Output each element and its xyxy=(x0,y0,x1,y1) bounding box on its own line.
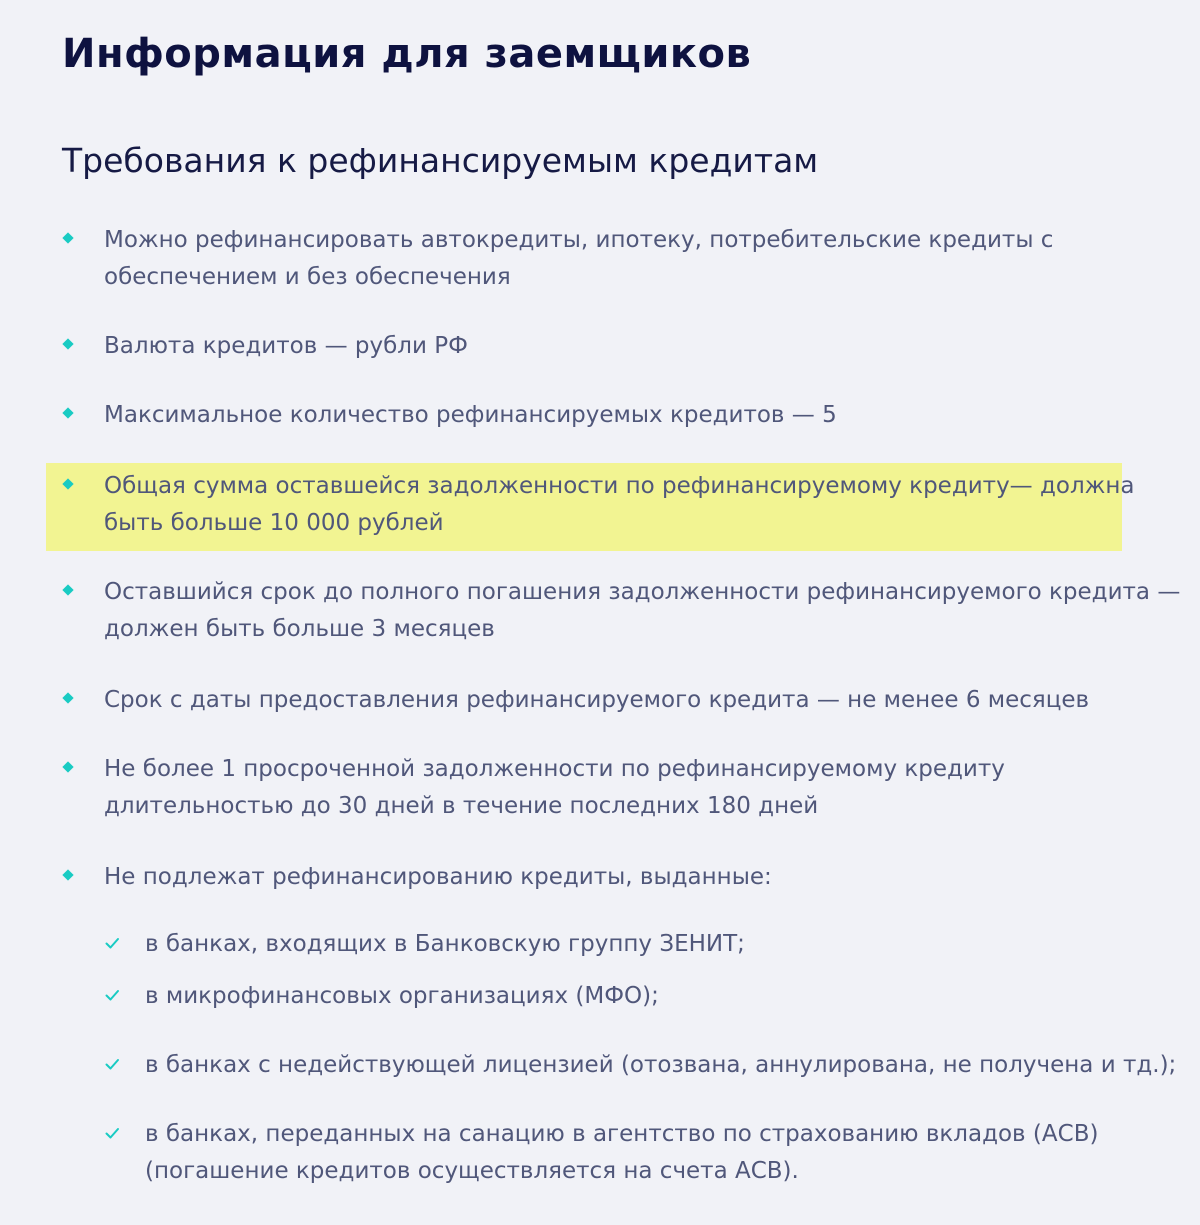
requirement-text: Общая сумма оставшейся задолженности по рефинансируемому кредиту— должна быть больше 10 000 рублей xyxy=(104,473,1135,536)
requirement-text: Не более 1 просроченной задолженности по рефинансируемому кредиту длительностью до 30 дней в течение последних 180 дней xyxy=(104,756,1005,819)
requirement-text: Максимальное количество рефинансируемых кредитов — 5 xyxy=(104,402,837,428)
diamond-bullet-icon xyxy=(62,232,73,243)
exclusion-text: в банках, входящих в Банковскую группу ЗЕНИТ; xyxy=(145,931,745,957)
diamond-bullet-icon xyxy=(62,692,73,703)
exclusion-text: в банках, переданных на санацию в агентство по страхованию вкладов (АСВ) (погашение кредитов осуществляется на счета АСВ). xyxy=(145,1121,1099,1184)
diamond-bullet-icon xyxy=(62,407,73,418)
checkmark-icon xyxy=(104,1125,120,1141)
diamond-bullet-icon xyxy=(62,761,73,772)
exclusion-text: в микрофинансовых организациях (МФО); xyxy=(145,983,659,1009)
section-title: Требования к рефинансируемым кредитам xyxy=(62,141,819,180)
diamond-bullet-icon xyxy=(62,338,73,349)
requirement-text: Не подлежат рефинансированию кредиты, выданные: xyxy=(104,864,772,890)
page-title: Информация для заемщиков xyxy=(62,31,752,77)
checkmark-icon xyxy=(104,1056,120,1072)
requirement-text: Валюта кредитов — рубли РФ xyxy=(104,333,468,359)
requirement-text: Срок с даты предоставления рефинансируемого кредита — не менее 6 месяцев xyxy=(104,687,1090,713)
requirement-text: Оставшийся срок до полного погашения задолженности рефинансируемого кредита — должен быть больше 3 месяцев xyxy=(104,579,1181,642)
requirement-text: Можно рефинансировать автокредиты, ипотеку, потребительские кредиты с обеспечением и без обеспечения xyxy=(104,227,1054,290)
checkmark-icon xyxy=(104,987,120,1003)
exclusion-text: в банках с недействующей лицензией (отозвана, аннулирована, не получена и тд.); xyxy=(145,1052,1177,1078)
checkmark-icon xyxy=(104,935,120,951)
diamond-bullet-icon xyxy=(62,869,73,880)
diamond-bullet-icon xyxy=(62,584,73,595)
